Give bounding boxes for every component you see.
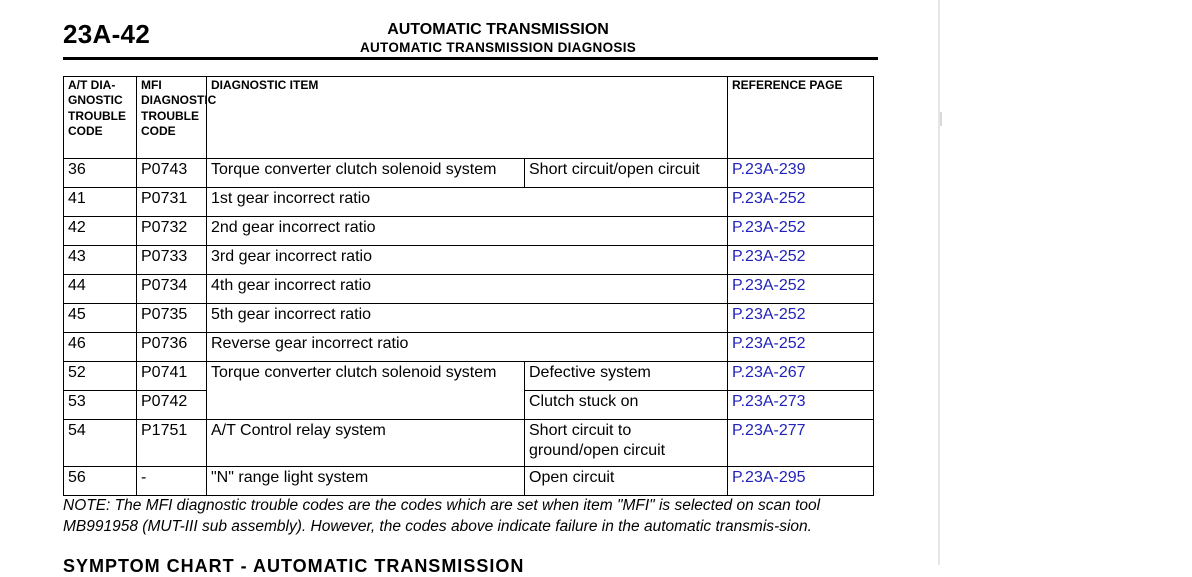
at-code: 36 <box>64 159 137 188</box>
reference-link[interactable]: P.23A-295 <box>728 467 874 496</box>
reference-link[interactable]: P.23A-252 <box>728 188 874 217</box>
at-code: 53 <box>64 391 137 420</box>
header-reference-page: REFERENCE PAGE <box>728 77 874 159</box>
diagnostic-cause: Short circuit/open circuit <box>525 159 728 188</box>
diagnostic-item: 5th gear incorrect ratio <box>207 304 728 333</box>
at-code: 44 <box>64 275 137 304</box>
table-row <box>64 246 874 275</box>
table-row <box>64 467 874 496</box>
header-rule <box>63 57 878 60</box>
table-row <box>64 188 874 217</box>
table-row <box>64 391 874 420</box>
table-row <box>64 420 874 467</box>
diagnostic-item: Reverse gear incorrect ratio <box>207 333 728 362</box>
diagnostic-cause: Short circuit to ground/open circuit <box>525 420 728 467</box>
reference-link[interactable]: P.23A-252 <box>728 217 874 246</box>
mfi-code: P0732 <box>137 217 207 246</box>
reference-link[interactable]: P.23A-267 <box>728 362 874 391</box>
diagnostic-item: 1st gear incorrect ratio <box>207 188 728 217</box>
table-row <box>64 217 874 246</box>
mfi-code: P0733 <box>137 246 207 275</box>
table-row <box>64 304 874 333</box>
page-number: 23A-42 <box>63 19 151 49</box>
scroll-marker <box>940 112 942 126</box>
mfi-code: - <box>137 467 207 496</box>
blank-pane <box>940 0 1192 565</box>
reference-link[interactable]: P.23A-252 <box>728 246 874 275</box>
at-code: 56 <box>64 467 137 496</box>
table-header-row <box>64 77 874 159</box>
mfi-code: P0741 <box>137 362 207 391</box>
at-code: 41 <box>64 188 137 217</box>
diagnostic-item: Torque converter clutch solenoid system <box>207 362 525 391</box>
diagnostic-item: "N" range light system <box>207 467 525 496</box>
at-code: 43 <box>64 246 137 275</box>
diagnostic-item: 3rd gear incorrect ratio <box>207 246 728 275</box>
at-code: 42 <box>64 217 137 246</box>
diagnostic-cause: Open circuit <box>525 467 728 496</box>
dtc-table <box>63 76 874 496</box>
table-row <box>64 159 874 188</box>
diagnostic-item: 4th gear incorrect ratio <box>207 275 728 304</box>
diagnostic-cause: Clutch stuck on <box>525 391 728 420</box>
header-diagnostic-item: DIAGNOSTIC ITEM <box>207 77 728 159</box>
mfi-code: P0742 <box>137 391 207 420</box>
at-code: 45 <box>64 304 137 333</box>
mfi-code: P0735 <box>137 304 207 333</box>
reference-link[interactable]: P.23A-252 <box>728 275 874 304</box>
diagnostic-item-continued <box>207 391 525 420</box>
diagnostic-item: A/T Control relay system <box>207 420 525 467</box>
section-title: AUTOMATIC TRANSMISSION <box>387 21 609 38</box>
table-row <box>64 333 874 362</box>
at-code: 52 <box>64 362 137 391</box>
reference-link[interactable]: P.23A-252 <box>728 333 874 362</box>
reference-link[interactable]: P.23A-239 <box>728 159 874 188</box>
mfi-code: P0731 <box>137 188 207 217</box>
mfi-code: P0736 <box>137 333 207 362</box>
subsection-title: AUTOMATIC TRANSMISSION DIAGNOSIS <box>359 40 637 55</box>
note-text: NOTE: The MFI diagnostic trouble codes are the codes which are set when item "MFI" is selected on scan tool MB991958 (MUT-III sub assembly). However, the codes above indicate failure in the automatic transmis-sion. <box>63 497 821 535</box>
table-row <box>64 362 874 391</box>
diagnostic-item: Torque converter clutch solenoid system <box>207 159 525 188</box>
diagnostic-item: 2nd gear incorrect ratio <box>207 217 728 246</box>
at-code: 46 <box>64 333 137 362</box>
reference-link[interactable]: P.23A-252 <box>728 304 874 333</box>
mfi-code: P0743 <box>137 159 207 188</box>
at-code: 54 <box>64 420 137 467</box>
header-at-dtc: A/T DIA-GNOSTIC TROUBLE CODE <box>64 77 137 159</box>
mfi-code: P1751 <box>137 420 207 467</box>
mfi-code: P0734 <box>137 275 207 304</box>
header-mfi-dtc: MFI DIAGNOSTIC TROUBLE CODE <box>137 77 207 159</box>
reference-link[interactable]: P.23A-277 <box>728 420 874 467</box>
reference-link[interactable]: P.23A-273 <box>728 391 874 420</box>
table-row <box>64 275 874 304</box>
diagnostic-cause: Defective system <box>525 362 728 391</box>
next-section-heading: SYMPTOM CHART - AUTOMATIC TRANSMISSION <box>63 556 525 576</box>
